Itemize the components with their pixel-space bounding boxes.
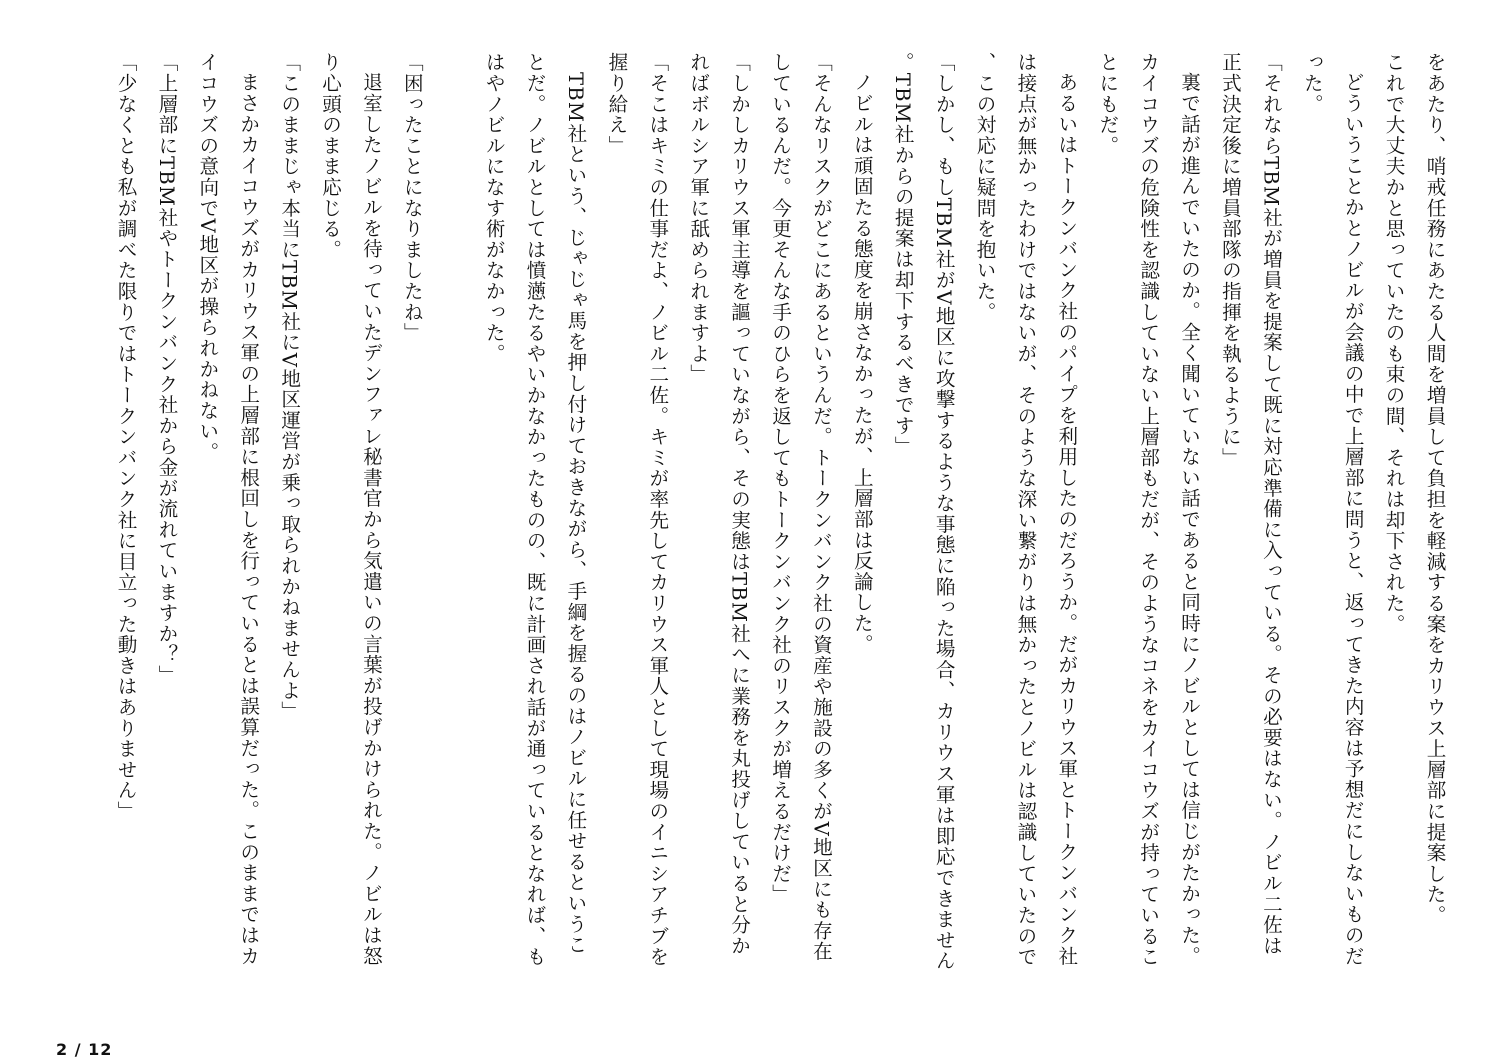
paragraph: 退室したノビルを待っていたデンファレ秘書官から気遣いの言葉が投げかけられた。ノビルは怒り心頭のまま応じる。 [318,52,383,966]
paragraph: 「少なくとも私が調べた限りではトークンバンク社に目立った動きはありません」 [114,52,137,822]
paragraph: 「そんなリスクがどこにあるというんだ。トークンバンク社の資産や施設の多くがV地区にも存在しているんだ。今更そんな手のひらを返してもトークンバンク社のリスクが増えるだけだ」 [768,52,833,962]
paragraph: まさかカイコウズがカリウス軍の上層部に根回しを行っているとは誤算だった。このままではカイコウズの意向でV地区が操られかねない。 [195,52,260,966]
paragraph: 裏で話が進んでいたのか。全く聞いていない話であると同時にノビルとしては信じがたかった。カイコウズの危険性を認識していない上層部もだが、そのようなコネをカイコウズが持っていることにもだ。 [1095,52,1201,968]
paragraph: ノビルは頑固たる態度を崩さなかったが、上層部は反論した。 [850,71,874,654]
page-number: 2 / 12 [56,1040,113,1059]
paragraph: TBM社という、じゃじゃ馬を押し付けておきながら、手綱を握るのはノビルに任せるということだ。ノビルとしては憤懣たるやいかなかったものの、既に計画され話が通っているとなれば、もはやノビルになす術がなかった。 [482,52,587,968]
paragraph: 「困ったことになりましたね」 [400,52,424,344]
blank-line [431,52,472,972]
paragraph: 「それならTBM社が増員を提案して既に対応準備に入っている。その必要はない。ノビル二佐は正式決定後に増員部隊の指揮を執るように」 [1218,52,1283,956]
paragraph: これで大丈夫かと思っていたのも束の間、それは却下された。 [1382,52,1406,635]
paragraph: どういうことかとノビルが会議の中で上層部に問うと、返ってきた内容は予想だにしないものだった。 [1300,52,1365,966]
paragraph: 「しかしカリウス軍主導を謳っていながら、その実態はTBM社へに業務を丸投げしていると分かればボルシア軍に舐められますよ」 [686,52,751,956]
paragraph: をあたり、哨戒任務にあたる人間を増員して負担を軽減する案をカリウス上層部に提案した。 [1423,52,1446,926]
paragraph: あるいはトークンバンク社のパイプを利用したのだろうか。だがカリウス軍とトークンバンク社は接点が無かったわけではないが、そのような深い繋がりは無かったとノビルは認識していたので、この対応に疑問を抱いた。 [973,52,1078,968]
vertical-text-body [34,52,1454,972]
paragraph: 「このままじゃ本当にTBM社にV地区運営が乗っ取られかねませんよ」 [277,52,301,722]
paragraph: 「しかし、もしTBM社がV地区に攻撃するような事態に陥った場合、カリウス軍は即応できません。TBM社からの提案は却下するべきです」 [891,52,956,972]
paragraph: 「そこはキミの仕事だよ、ノビル二佐。キミが率先してカリウス軍人として現場のイニシアチブを握り給え」 [604,52,669,968]
paragraph: 「上層部にTBM社やトークンバンク社から金が流れていますか？」 [154,52,178,686]
